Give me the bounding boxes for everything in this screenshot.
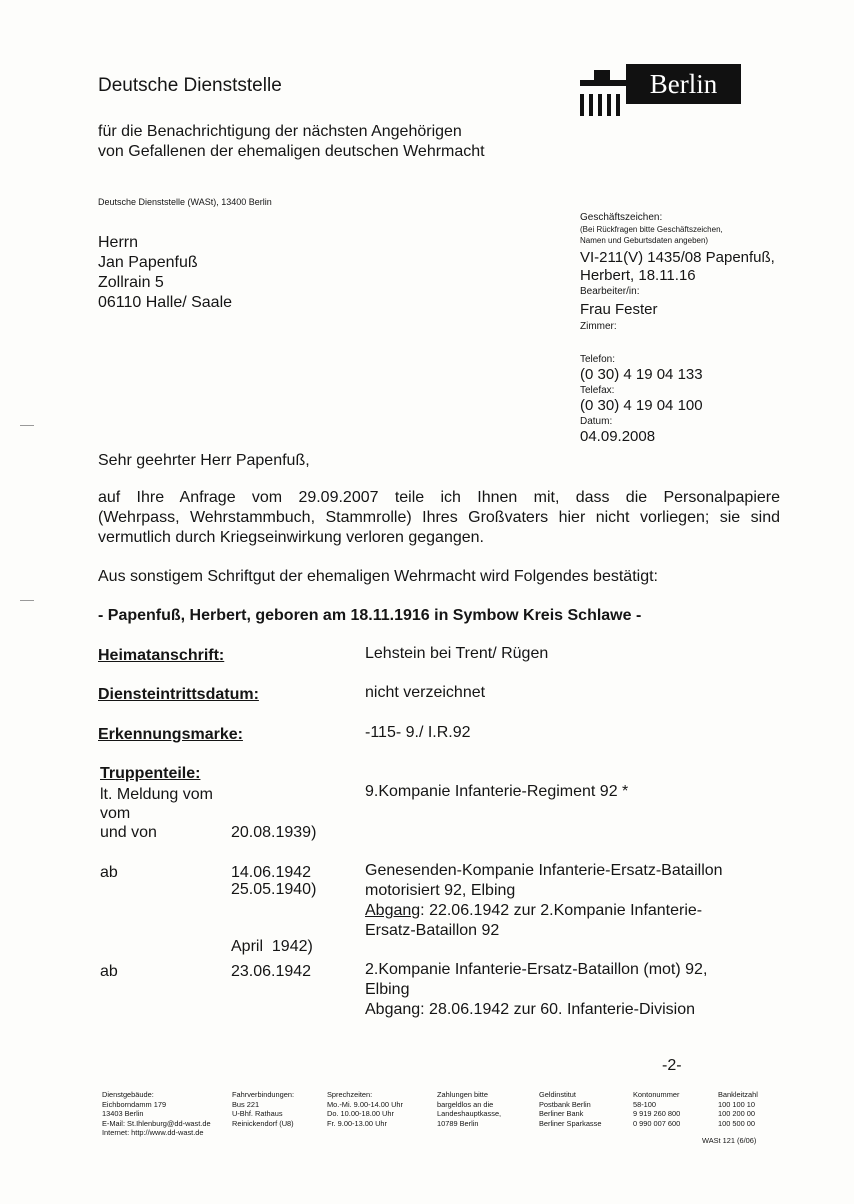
footer-transport xyxy=(232,1090,294,1128)
footer-line: Geldinstitut xyxy=(539,1090,576,1099)
room-label: Zimmer: xyxy=(580,321,617,332)
recipient-address xyxy=(98,233,232,313)
ref-value-1: VI-211(V) 1435/08 Papenfuß, xyxy=(580,249,775,266)
logo-text: Berlin xyxy=(649,68,718,99)
unit-row-3-desc xyxy=(365,960,707,1020)
unit-row-date: 20.08.1939) xyxy=(231,824,317,841)
footer-line: 13403 Berlin xyxy=(102,1109,144,1118)
unit-desc-line: Ersatz-Bataillon 92 xyxy=(365,922,500,939)
recipient-line: Herrn xyxy=(98,234,139,251)
unit-desc-line: motorisiert 92, Elbing xyxy=(365,882,516,899)
footer-payment xyxy=(437,1090,501,1128)
footer-line: U-Bhf. Rathaus xyxy=(232,1109,283,1118)
ref-note-2: Namen und Geburtsdaten angeben) xyxy=(580,236,709,245)
phone-label: Telefon: xyxy=(580,354,616,365)
footer-bank-code xyxy=(718,1090,758,1128)
home-value: Lehstein bei Trent/ Rügen xyxy=(365,645,549,662)
units-label: Truppenteile: xyxy=(100,765,201,782)
recipient-line: Jan Papenfuß xyxy=(98,254,198,271)
footer-line: 9 919 260 800 xyxy=(633,1109,681,1118)
footer-line: Postbank Berlin xyxy=(539,1099,591,1109)
recipient-line: 06110 Halle/ Saale xyxy=(98,294,233,311)
unit-desc-line: Genesenden-Kompanie Infanterie-Ersatz-Bataillon xyxy=(365,862,723,879)
unit-row-3-label: ab xyxy=(100,963,118,980)
org-subtitle-line2: von Gefallenen der ehemaligen deutschen Wehrmacht xyxy=(98,143,485,160)
footer-line: 100 100 10 xyxy=(718,1099,755,1109)
org-subtitle-line1: für die Benachrichtigung der nächsten Angehörigen xyxy=(98,123,462,140)
unit-row-1-desc: 9.Kompanie Infanterie-Regiment 92 * xyxy=(365,783,629,800)
footer-account xyxy=(633,1090,680,1128)
org-name: Deutsche Dienststelle xyxy=(98,75,282,96)
info-block xyxy=(580,211,775,333)
footer-line: Internet: http://www.dd-wast.de xyxy=(102,1128,204,1137)
footer-line: Do. 10.00-18.00 Uhr xyxy=(327,1109,394,1118)
footer-line: Berliner Bank xyxy=(539,1109,584,1118)
phone-value: (0 30) 4 19 04 133 xyxy=(580,366,703,383)
abgang-label: Abgang xyxy=(365,902,421,919)
unit-row-3-date: 23.06.1942 xyxy=(231,963,312,980)
date-value: 04.09.2008 xyxy=(580,428,656,445)
unit-row-2-label: ab xyxy=(100,864,118,881)
abgang-text: : 22.06.1942 zur 2.Kompanie Infanterie- xyxy=(420,902,703,919)
contact-block xyxy=(580,353,703,446)
footer-line: Kontonummer xyxy=(633,1090,680,1099)
unit-row-2-desc xyxy=(365,861,723,941)
home-label: Heimatanschrift: xyxy=(98,647,225,664)
clerk-value: Frau Fester xyxy=(580,301,658,318)
footer-building xyxy=(102,1090,211,1138)
berlin-logo xyxy=(626,64,741,104)
unit-desc-line: Abgang: 28.06.1942 zur 60. Infanterie-Division xyxy=(365,1001,695,1018)
clerk-label: Bearbeiter/in: xyxy=(580,286,640,297)
berlin-bear-gate-icon xyxy=(580,80,626,116)
unit-desc-line: Elbing xyxy=(365,981,410,998)
unit-row-date: April 1942) xyxy=(231,938,313,955)
unit-desc-line xyxy=(365,901,723,921)
unit-row-label: lt. Meldung vom xyxy=(100,786,213,803)
unit-desc-line: 2.Kompanie Infanterie-Ersatz-Bataillon (mot) 92, xyxy=(365,961,708,978)
form-id: WASt 121 (6/06) xyxy=(702,1136,757,1145)
footer-line: Eichborndamm 179 xyxy=(102,1099,167,1109)
paragraph-1-line: auf Ihre Anfrage vom 29.09.2007 teile ich Ihnen mit, dass die Personalpapiere xyxy=(98,489,780,506)
footer-line: Landeshauptkasse, xyxy=(437,1109,502,1118)
unit-row-2-date: 14.06.1942 xyxy=(231,864,312,881)
footer-line: bargeldlos an die xyxy=(437,1099,494,1109)
footer-line: Berliner Sparkasse xyxy=(539,1118,602,1128)
unit-row-label: vom xyxy=(100,805,131,822)
page-marker: -2- xyxy=(662,1057,682,1074)
paragraph-2: Aus sonstigem Schriftgut der ehemaligen Wehrmacht wird Folgendes bestätigt: xyxy=(98,568,658,585)
paragraph-1 xyxy=(98,488,780,548)
id-tag-label: Erkennungsmarke: xyxy=(98,726,243,743)
footer-hours xyxy=(327,1090,403,1128)
footer-bank xyxy=(539,1090,601,1128)
footer-line: Sprechzeiten: xyxy=(327,1090,373,1099)
id-tag-value: -115- 9./ I.R.92 xyxy=(365,724,471,741)
footer-line: Reinickendorf (U8) xyxy=(232,1118,294,1128)
footer-line: Fahrverbindungen: xyxy=(232,1090,295,1099)
footer-line: 10789 Berlin xyxy=(437,1118,479,1128)
fold-mark xyxy=(20,425,34,426)
date-label: Datum: xyxy=(580,416,613,427)
footer-line: Bus 221 xyxy=(232,1099,260,1109)
paragraph-1-line: (Wehrpass, Wehrstammbuch, Stammrolle) Ihres Großvaters hier nicht vorliegen; sie sind xyxy=(98,509,780,526)
unit-row-label: und von xyxy=(100,824,157,841)
footer-line: 100 500 00 xyxy=(718,1118,755,1128)
footer-line: 0 990 007 600 xyxy=(633,1118,681,1128)
footer-line: Dienstgebäude: xyxy=(102,1090,154,1099)
ref-note-1: (Bei Rückfragen bitte Geschäftszeichen, xyxy=(580,225,723,234)
footer-line: Bankleitzahl xyxy=(718,1090,758,1099)
paragraph-1-line: vermutlich durch Kriegseinwirkung verloren gegangen. xyxy=(98,529,484,546)
person-line: - Papenfuß, Herbert, geboren am 18.11.1916 in Symbow Kreis Schlawe - xyxy=(98,607,642,624)
unit-row-date: 25.05.1940) xyxy=(231,881,317,898)
entry-date-value: nicht verzeichnet xyxy=(365,684,486,701)
recipient-line: Zollrain 5 xyxy=(98,274,164,291)
salutation: Sehr geehrter Herr Papenfuß, xyxy=(98,452,310,469)
footer-line: E-Mail: St.Ihlenburg@dd-wast.de xyxy=(102,1118,211,1128)
sender-line: Deutsche Dienststelle (WASt), 13400 Berlin xyxy=(98,197,272,207)
fax-label: Telefax: xyxy=(580,385,615,396)
fold-mark xyxy=(20,600,34,601)
footer-line: Mo.-Mi. 9.00-14.00 Uhr xyxy=(327,1099,403,1109)
footer-line: 100 200 00 xyxy=(718,1109,755,1118)
ref-value-2: Herbert, 18.11.16 xyxy=(580,267,696,284)
fax-value: (0 30) 4 19 04 100 xyxy=(580,397,703,414)
unit-row-1-labels xyxy=(100,785,213,842)
entry-date-label: Diensteintrittsdatum: xyxy=(98,686,259,703)
footer-line: 58-100 xyxy=(633,1099,657,1109)
footer-line: Fr. 9.00-13.00 Uhr xyxy=(327,1118,387,1128)
footer-line: Zahlungen bitte xyxy=(437,1090,488,1099)
ref-label: Geschäftszeichen: xyxy=(580,212,663,223)
